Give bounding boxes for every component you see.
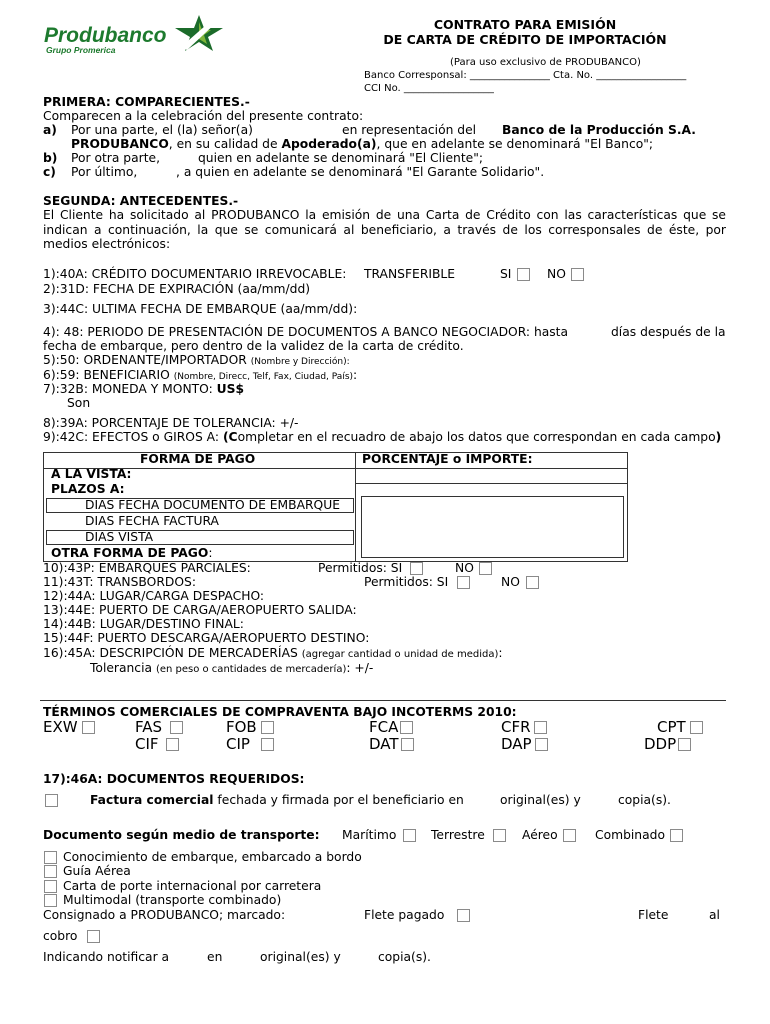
incoterm-dat-checkbox[interactable] — [401, 738, 414, 751]
doc-4-checkbox[interactable] — [44, 894, 57, 907]
tolerancia-pm: : +/- — [346, 661, 374, 675]
field-12: 12):44A: LUGAR/CARGA DESPACHO: — [43, 589, 265, 603]
flete-pagado-checkbox[interactable] — [457, 909, 470, 922]
field-7 — [43, 382, 244, 397]
field-10: 10):43P: EMBARQUES PARCIALES: — [43, 561, 251, 575]
aereo-checkbox[interactable] — [563, 829, 576, 842]
terrestre-label: Terrestre — [431, 828, 485, 842]
field-9-open: (C — [222, 430, 238, 444]
incoterm-cpt-label: CPT — [657, 718, 686, 736]
incoterm-cif-checkbox[interactable] — [166, 738, 179, 751]
option-1-label: DIAS FECHA DOCUMENTO DE EMBARQUE — [85, 498, 340, 512]
combinado-checkbox[interactable] — [670, 829, 683, 842]
logo-group: Grupo Promerica — [46, 45, 116, 55]
field-7-currency: US$ — [216, 382, 245, 396]
item-c-label: c) — [43, 165, 56, 179]
doc-1-label: Conocimiento de embarque, embarcado a bordo — [63, 850, 362, 864]
flete-label: Flete — [638, 908, 669, 922]
factura-copias: copia(s). — [618, 793, 671, 807]
field-16-hint: (agregar cantidad o unidad de medida) — [301, 649, 499, 660]
transferible-no-label: NO — [547, 267, 566, 281]
item-c-part1: Por último, — [71, 165, 138, 179]
consignado-label: Consignado a PRODUBANCO; marcado: — [43, 908, 286, 922]
item-a-bank: Banco de la Producción S.A. — [502, 123, 696, 137]
doc-4-label: Multimodal (transporte combinado) — [63, 893, 282, 907]
maritimo-checkbox[interactable] — [403, 829, 416, 842]
incoterm-cip-checkbox[interactable] — [261, 738, 274, 751]
doc-2-checkbox[interactable] — [44, 865, 57, 878]
field-4b: días después de la — [611, 325, 726, 339]
tolerancia-line — [90, 661, 373, 677]
field-9-close: ) — [715, 430, 722, 444]
field-11: 11):43T: TRANSBORDOS: — [43, 575, 196, 589]
field-10-no-label: NO — [455, 561, 474, 575]
incoterm-fas-label: FAS — [135, 718, 163, 736]
item-a-line2a: , en su calidad de — [168, 137, 282, 151]
field-9 — [43, 430, 721, 445]
incoterm-ddp-label: DDP — [644, 735, 677, 753]
field-4c: fecha de embarque, pero dentro de la validez de la carta de crédito. — [43, 339, 464, 353]
doc-3-checkbox[interactable] — [44, 880, 57, 893]
field-4a: 4): 48: PERIODO DE PRESENTACIÓN DE DOCUMENTOS A BANCO NEGOCIADOR: hasta — [43, 325, 569, 339]
item-b-label: b) — [43, 151, 58, 165]
item-c-part2: , a quien en adelante se denominará "El Garante Solidario". — [176, 165, 545, 179]
incoterms-heading: TÉRMINOS COMERCIALES DE COMPRAVENTA BAJO INCOTERMS 2010: — [43, 705, 517, 719]
field-13: 13):44E: PUERTO DE CARGA/AEROPUERTO SALIDA: — [43, 603, 357, 617]
item-b-part2: quien en adelante se denominará "El Cliente"; — [198, 151, 484, 165]
transferible-label: TRANSFERIBLE — [364, 267, 456, 281]
incoterm-fca-label: FCA — [369, 718, 399, 736]
tolerancia-hint: (en peso o cantidades de mercadería) — [155, 664, 347, 675]
field-5-hint: (Nombre y Dirección): — [250, 357, 350, 367]
field-6-hint: (Nombre, Direcc, Telf, Fax, Ciudad, País) — [173, 372, 354, 382]
incoterm-fob-label: FOB — [226, 718, 257, 736]
incoterm-exw-label: EXW — [43, 718, 78, 736]
field-14: 14):44B: LUGAR/DESTINO FINAL: — [43, 617, 244, 631]
otra-forma-label: OTRA FORMA DE PAGO — [51, 546, 209, 560]
terrestre-checkbox[interactable] — [493, 829, 506, 842]
incoterm-cpt-checkbox[interactable] — [690, 721, 703, 734]
field-10-si-checkbox[interactable] — [410, 562, 423, 575]
field-16-label: 16):45A: DESCRIPCIÓN DE MERCADERÍAS — [43, 646, 302, 660]
logo-brand: Produbanco — [44, 24, 167, 47]
incoterm-fob-checkbox[interactable] — [261, 721, 274, 734]
field-2: 2):31D: FECHA DE EXPIRACIÓN (aa/mm/dd) — [43, 282, 311, 296]
incoterms-section — [40, 700, 726, 701]
banco-corresponsal-line: Banco Corresponsal: ________________ Cta. No. __________________ — [364, 70, 687, 81]
incoterm-ddp-checkbox[interactable] — [678, 738, 691, 751]
field-9-label: 9):42C: EFECTOS o GIROS A: — [43, 430, 223, 444]
item-a-part2: en representación del — [342, 123, 477, 137]
table-col1-header: FORMA DE PAGO — [140, 452, 256, 466]
factura-original: original(es) y — [500, 793, 581, 807]
flete-cobro-checkbox[interactable] — [87, 930, 100, 943]
field-16 — [43, 646, 503, 662]
notificar-copias: copia(s). — [378, 950, 431, 964]
incoterm-cip-label: CIP — [226, 735, 250, 753]
doc-3-label: Carta de porte internacional por carretera — [63, 879, 322, 893]
factura-text: fechada y firmada por el beneficiario en — [213, 793, 464, 807]
field-7-label: 7):32B: MONEDA Y MONTO: — [43, 382, 217, 396]
table-col2-header: PORCENTAJE o IMPORTE: — [362, 452, 533, 466]
otra-forma-pago — [51, 546, 212, 561]
field-11-no-checkbox[interactable] — [526, 576, 539, 589]
segunda-heading: SEGUNDA: ANTECEDENTES.- — [43, 194, 239, 208]
item-b-part1: Por otra parte, — [71, 151, 161, 165]
field-10-no-checkbox[interactable] — [479, 562, 492, 575]
cobro-label: cobro — [43, 929, 78, 943]
combinado-label: Combinado — [595, 828, 665, 842]
transferible-no-checkbox[interactable] — [571, 268, 584, 281]
cci-line: CCI No. __________________ — [364, 83, 494, 94]
primera-intro: Comparecen a la celebración del presente contrato: — [43, 109, 364, 123]
field-6-colon: : — [353, 368, 358, 382]
son-label: Son — [67, 396, 91, 410]
incoterm-fas-checkbox[interactable] — [170, 721, 183, 734]
incoterm-cfr-checkbox[interactable] — [534, 721, 547, 734]
primera-heading: PRIMERA: COMPARECIENTES.- — [43, 95, 250, 109]
item-a-apoderado: Apoderado(a) — [281, 137, 377, 151]
field-3: 3):44C: ULTIMA FECHA DE EMBARQUE (aa/mm/dd): — [43, 302, 358, 316]
field-15: 15):44F: PUERTO DESCARGA/AEROPUERTO DESTINO: — [43, 631, 370, 645]
transporte-label: Documento según medio de transporte: — [43, 828, 320, 842]
field-9-text: ompletar en el recuadro de abajo los datos que correspondan en cada campo — [237, 430, 716, 444]
incoterm-dat-label: DAT — [369, 735, 399, 753]
a-la-vista-label: A LA VISTA: — [51, 467, 132, 481]
plazos-label: PLAZOS A: — [51, 482, 125, 496]
field-11-permitidos: Permitidos: SI — [364, 575, 449, 589]
item-a-bank2: PRODUBANCO — [71, 137, 169, 151]
field-8: 8):39A: PORCENTAJE DE TOLERANCIA: +/- — [43, 416, 299, 430]
item-a-line2 — [71, 137, 653, 152]
incoterm-exw-checkbox[interactable] — [82, 721, 95, 734]
incoterm-cif-label: CIF — [135, 735, 159, 753]
item-a-part1: Por una parte, el (la) señor(a) — [71, 123, 253, 137]
field-1: 1):40A: CRÉDITO DOCUMENTARIO IRREVOCABLE: — [43, 267, 347, 281]
incoterm-dap-label: DAP — [501, 735, 532, 753]
transferible-si-checkbox[interactable] — [517, 268, 530, 281]
title-line-1: CONTRATO PARA EMISIÓN — [433, 17, 617, 32]
maritimo-label: Marítimo — [342, 828, 397, 842]
factura-label: Factura comercial — [90, 793, 214, 807]
item-a-label: a) — [43, 123, 57, 137]
item-a-line2c: , que en adelante se denominará "El Banco"; — [376, 137, 654, 151]
notificar-label: Indicando notificar a — [43, 950, 170, 964]
segunda-text: El Cliente ha solicitado al PRODUBANCO la emisión de una Carta de Crédito con las características que se indican a continuación, la que se comunicará al beneficiario, a través de los corresponsales de éste, por medios electrónicos: — [43, 208, 726, 251]
doc-2-label: Guía Aérea — [63, 864, 131, 878]
option-2-label: DIAS FECHA FACTURA — [85, 514, 219, 528]
doc-1-checkbox[interactable] — [44, 851, 57, 864]
aereo-label: Aéreo — [522, 828, 558, 842]
field-16-colon: : — [498, 646, 503, 660]
option-3-label: DIAS VISTA — [85, 530, 154, 544]
tolerancia-label: Tolerancia — [90, 661, 156, 675]
logo-star-icon — [173, 13, 225, 53]
field-6-label: 6):59: BENEFICIARIO — [43, 368, 170, 382]
incoterm-fca-checkbox[interactable] — [400, 721, 413, 734]
field-11-si-checkbox[interactable] — [457, 576, 470, 589]
notificar-en: en — [207, 950, 223, 964]
field-5-label: 5):50: ORDENANTE/IMPORTADOR — [43, 353, 247, 367]
al-label: al — [709, 908, 720, 922]
field-10-permitidos: Permitidos: SI — [318, 561, 403, 575]
incoterm-dap-checkbox[interactable] — [535, 738, 548, 751]
documentos-heading: 17):46A: DOCUMENTOS REQUERIDOS: — [43, 772, 305, 786]
notificar-original: original(es) y — [260, 950, 341, 964]
factura-line — [90, 793, 464, 808]
incoterm-cfr-label: CFR — [501, 718, 531, 736]
factura-checkbox[interactable] — [45, 794, 58, 807]
title-line-2: DE CARTA DE CRÉDITO DE IMPORTACIÓN — [383, 32, 667, 47]
percentage-input-box[interactable] — [361, 496, 624, 558]
transferible-si-label: SI — [500, 267, 512, 281]
field-11-no-label: NO — [501, 575, 520, 589]
flete-pagado-label: Flete pagado — [364, 908, 445, 922]
exclusive-note: (Para uso exclusivo de PRODUBANCO) — [450, 57, 641, 68]
otra-forma-colon: : — [208, 546, 213, 560]
